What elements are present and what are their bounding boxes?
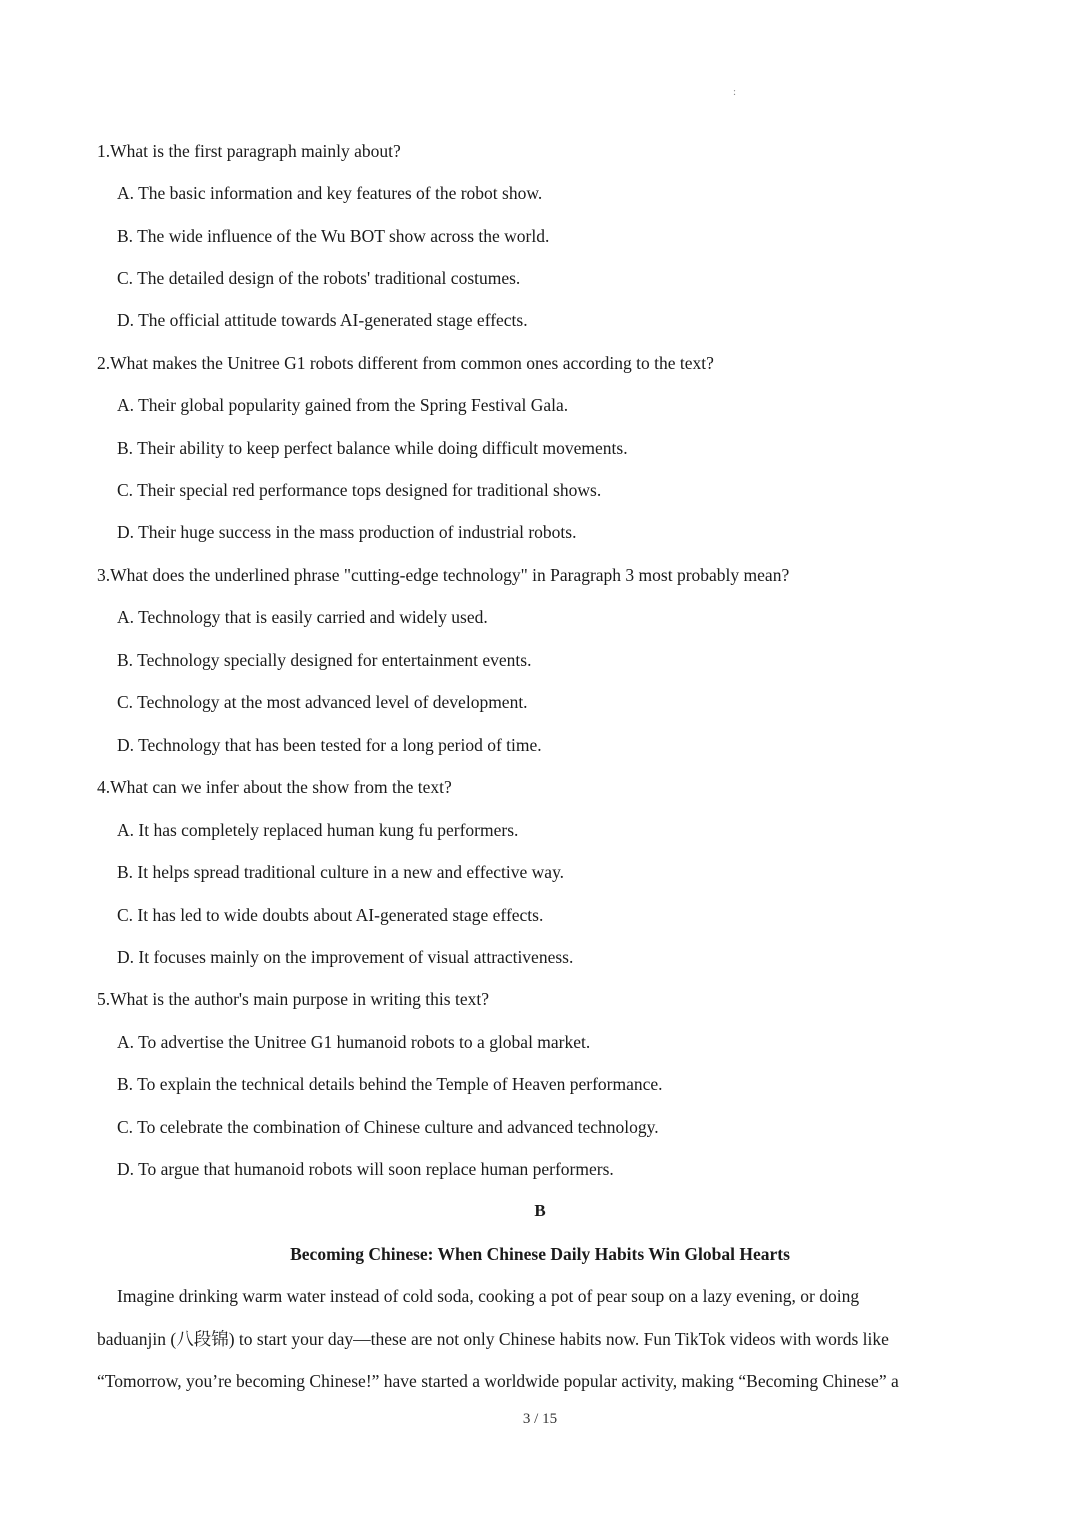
- question-2-option-d: D. Their huge success in the mass production of industrial robots.: [117, 522, 577, 542]
- question-4-option-b: B. It helps spread traditional culture in a new and effective way.: [117, 862, 565, 882]
- question-1-option-d: D. The official attitude towards AI-generated stage effects.: [117, 310, 528, 330]
- question-5-option-c: C. To celebrate the combination of Chinese culture and advanced technology.: [117, 1117, 659, 1137]
- question-1-option-a: A. The basic information and key features of the robot show.: [117, 183, 543, 203]
- question-5-option-b: B. To explain the technical details behind the Temple of Heaven performance.: [117, 1074, 663, 1094]
- question-3-option-b: B. Technology specially designed for entertainment events.: [117, 650, 532, 670]
- section-letter: B: [534, 1201, 546, 1220]
- question-3-option-d: D. Technology that has been tested for a long period of time.: [117, 735, 542, 755]
- paragraph-line-2: baduanjin (八段锦) to start your day—these are not only Chinese habits now. Fun TikTok videos with words like: [97, 1329, 889, 1349]
- question-1-option-c: C. The detailed design of the robots' traditional costumes.: [117, 268, 521, 288]
- page-number: 3 / 15: [522, 1411, 558, 1427]
- question-1-stem: 1.What is the first paragraph mainly about?: [97, 141, 401, 161]
- question-5-stem: 5.What is the author's main purpose in writing this text?: [97, 989, 489, 1009]
- corner-mark: :: [733, 86, 737, 98]
- question-5-option-d: D. To argue that humanoid robots will soon replace human performers.: [117, 1159, 614, 1179]
- question-3-stem: 3.What does the underlined phrase "cutting-edge technology" in Paragraph 3 most probably mean?: [97, 565, 790, 585]
- paragraph-line-3: “Tomorrow, you’re becoming Chinese!” have started a worldwide popular activity, making “Becoming Chinese” a: [97, 1371, 899, 1391]
- question-1-option-b: B. The wide influence of the Wu BOT show across the world.: [117, 226, 550, 246]
- paragraph-line-1: Imagine drinking warm water instead of cold soda, cooking a pot of pear soup on a lazy evening, or doing: [117, 1286, 860, 1306]
- question-2-option-c: C. Their special red performance tops designed for traditional shows.: [117, 480, 602, 500]
- question-4-option-c: C. It has led to wide doubts about AI-generated stage effects.: [117, 905, 544, 925]
- question-4-stem: 4.What can we infer about the show from the text?: [97, 777, 452, 797]
- question-2-stem: 2.What makes the Unitree G1 robots different from common ones according to the text?: [97, 353, 714, 373]
- passage-title: Becoming Chinese: When Chinese Daily Habits Win Global Hearts: [290, 1244, 790, 1264]
- question-4-option-a: A. It has completely replaced human kung fu performers.: [117, 820, 519, 840]
- question-2-option-a: A. Their global popularity gained from the Spring Festival Gala.: [117, 395, 569, 415]
- question-5-option-a: A. To advertise the Unitree G1 humanoid robots to a global market.: [117, 1032, 591, 1052]
- question-2-option-b: B. Their ability to keep perfect balance while doing difficult movements.: [117, 438, 628, 458]
- question-3-option-c: C. Technology at the most advanced level of development.: [117, 692, 528, 712]
- question-4-option-d: D. It focuses mainly on the improvement of visual attractiveness.: [117, 947, 574, 967]
- question-3-option-a: A. Technology that is easily carried and widely used.: [117, 607, 488, 627]
